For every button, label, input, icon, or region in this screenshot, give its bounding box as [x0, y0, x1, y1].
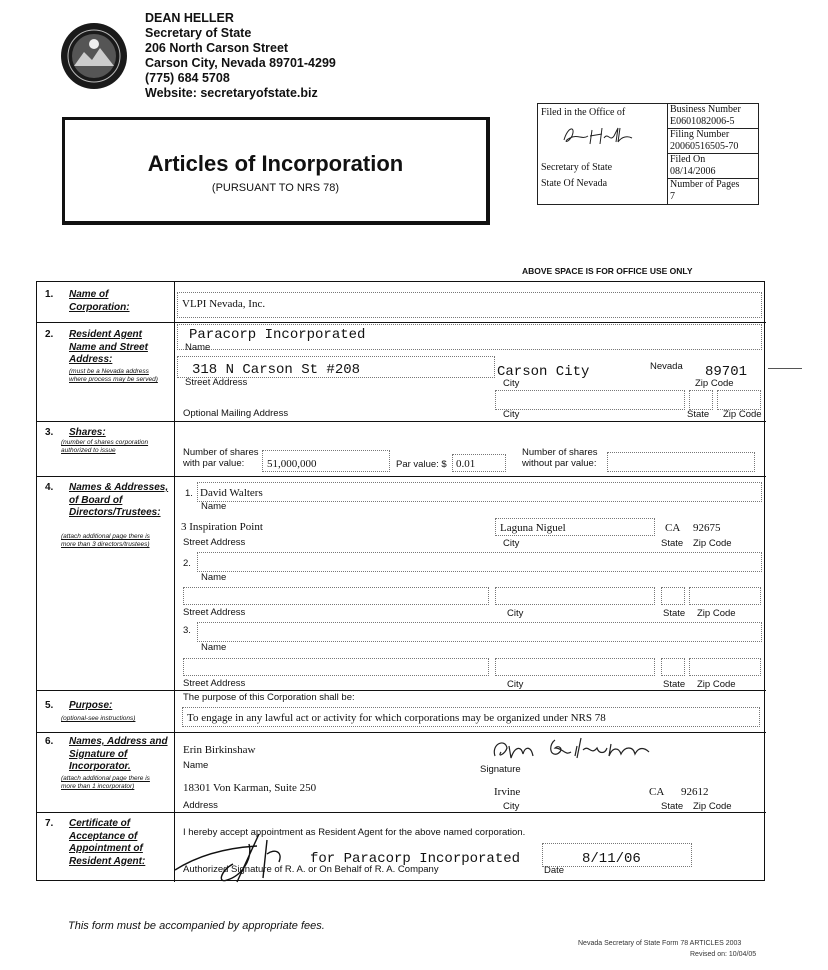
state-of-nevada-label: State Of Nevada [541, 178, 608, 189]
director-1-name-field[interactable] [197, 482, 762, 502]
number-of-pages: 7 [670, 191, 675, 202]
no-par-shares-field[interactable] [607, 452, 755, 472]
form-id: Nevada Secretary of State Form 78 ARTICLES 2003 [578, 940, 742, 947]
agent-on-behalf: for Paracorp Incorporated [310, 851, 521, 867]
business-number: E0601082006-5 [670, 116, 735, 127]
office-filing-stamp [537, 103, 759, 205]
corporation-name-field[interactable] [177, 292, 762, 318]
fees-notice: This form must be accompanied by appropriate fees. [68, 920, 325, 932]
incorporator-name: Erin Birkinshaw [183, 744, 256, 756]
incorporator-city: Irvine [494, 786, 521, 798]
articles-form: 1. Name of Corporation: VLPI Nevada, Inc. 2. Resident Agent Name and Street Address: (must be a Nevada address where process may be served) Paracorp Incorporated Name 318 N Carson St #208 Street Address Carson City City Nevada 89701 Zip Code Optional Mailing Address City State Zip Code 3. Shares: (number of shares corporation authorized to issue Number of shares with par value: 51,000,000 Par value: $ 0.01 Number of shares without par value: 4. Names & Addresses, of Board of Directors/Trustees: (attach additional page there is more than 3 directors/trustees) 1. David Walters Name 3 Inspiration Point Laguna Niguel CA 92675 Street Address City State Zip Code 2. Name Street Address City State Zip Code 3. Name Street Address City State Zip Code 5. Purpose: (optional-see instructions) The purpose of this Corporation shall be: To engage in any lawful act or activity for which corporations may be organized under NRS 78 6. Names, Address and Signature of Incorporator. (attach additional page there is more than 1 incorporator) Erin Birkinshaw Name Erin Birkinshaw Signature 18301 Von Karman, Suite 250 Irvine CA 92612 Address City State Zip Code 7. Certificate of Acceptance of Appointment of Resident Agent: I hereby accept appointment as Resident Agent for the above named corporation. Authorized Signature of R. A. or On Behalf of R. A. Company for Paracorp Incorporated 8/11/06 Date [36, 281, 765, 881]
filing-office-block [538, 104, 668, 204]
document-subtitle: (PURSUANT TO NRS 78) [211, 182, 340, 194]
director-1-state: CA [665, 522, 681, 534]
secretary-signature [558, 122, 638, 148]
nevada-state-seal [60, 22, 128, 90]
director-1-zip: 92675 [693, 522, 721, 534]
director-3-zip-field[interactable] [689, 658, 761, 676]
filed-on-date: 08/14/2006 [670, 166, 716, 177]
director-1-street: 3 Inspiration Point [181, 521, 263, 533]
incorporator-zip: 92612 [681, 786, 709, 798]
acceptance-date: 8/11/06 [582, 851, 641, 867]
incorporator-address: 18301 Von Karman, Suite 250 [183, 782, 317, 794]
agent-signature-image [167, 830, 297, 886]
director-2-name-field[interactable] [197, 552, 762, 572]
incorporator-state: CA [649, 786, 665, 798]
office-city: Carson City, Nevada 89701-4299 [145, 56, 336, 70]
office-street: 206 North Carson Street [145, 41, 289, 55]
agent-city: Carson City [497, 364, 590, 380]
director-3-city-field[interactable] [495, 658, 655, 676]
director-2-city-field[interactable] [495, 587, 655, 605]
section-5-note: (optional-see instructions) [61, 715, 136, 722]
agent-name: Paracorp Incorporated [189, 327, 366, 343]
director-2-zip-field[interactable] [689, 587, 761, 605]
director-3-name-field[interactable] [197, 622, 762, 642]
office-use-notice: ABOVE SPACE IS FOR OFFICE USE ONLY [522, 266, 693, 276]
margin-mark [768, 368, 802, 369]
section-6-note: (attach additional page there is more than 1 incorporator) [61, 775, 150, 790]
secretary-title: Secretary of State [145, 26, 252, 40]
corporation-name: VLPI Nevada, Inc. [182, 298, 266, 310]
number-of-pages-cell: Number of Pages 7 [668, 179, 758, 204]
purpose-text: To engage in any lawful act or activity for which corporations may be organized under NRS 78 [187, 712, 606, 724]
filing-number-cell: Filing Number 20060516505-70 [668, 129, 758, 154]
director-1-name: David Walters [200, 487, 263, 499]
section-2-note: (must be a Nevada address where process may be served) [69, 368, 158, 383]
incorporator-signature-text: Erin Birkinshaw [485, 734, 492, 735]
director-1-city: Laguna Niguel [500, 522, 566, 534]
par-value: 0.01 [456, 458, 476, 470]
secretary-name: DEAN HELLER [145, 11, 234, 25]
section-4-note: (attach additional page there is more than 3 directors/trustees) [61, 533, 150, 548]
revised-date: Revised on: 10/04/05 [690, 951, 757, 958]
agent-state: Nevada [650, 361, 683, 372]
business-number-cell: Business Number E0601082006-5 [668, 104, 758, 129]
director-3-street-field[interactable] [183, 658, 489, 676]
incorporator-signature-image [485, 734, 675, 768]
secretary-of-state-label: Secretary of State [541, 162, 613, 173]
agent-street: 318 N Carson St #208 [192, 362, 361, 378]
section-3-note: (number of shares corporation authorized to issue [61, 439, 149, 454]
agent-zip: 89701 [705, 364, 748, 380]
office-phone: (775) 684 5708 [145, 71, 230, 85]
filing-number: 20060516505-70 [670, 141, 739, 152]
mailing-state-field[interactable] [689, 390, 713, 410]
title-box [62, 117, 490, 225]
mailing-zip-field[interactable] [717, 390, 761, 410]
director-2-state-field[interactable] [661, 587, 685, 605]
mailing-city-field[interactable] [495, 390, 685, 410]
acceptance-statement: I hereby accept appointment as Resident Agent for the above named corporation. [183, 827, 526, 838]
office-website: Website: secretaryofstate.biz [145, 86, 318, 100]
secretary-header [145, 11, 336, 101]
par-shares: 51,000,000 [267, 458, 317, 470]
filed-on-cell: Filed On 08/14/2006 [668, 154, 758, 179]
director-2-street-field[interactable] [183, 587, 489, 605]
filed-in-label: Filed in the Office of [541, 107, 626, 118]
director-3-state-field[interactable] [661, 658, 685, 676]
document-title: Articles of Incorporation [147, 151, 404, 176]
